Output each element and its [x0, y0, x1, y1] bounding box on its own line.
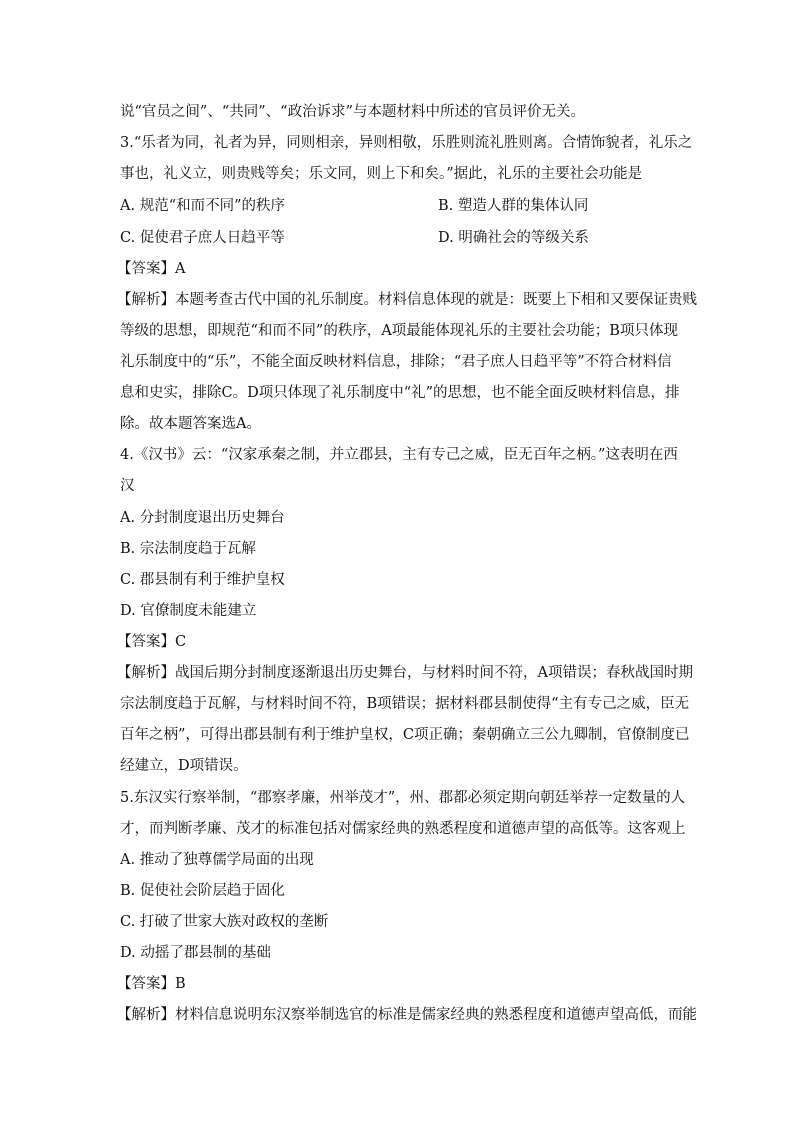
question-4-stem: 4.《汉书》云：“汉家承秦之制，并立郡县，主有专己之威，臣无百年之柄。”这表明在西 — [120, 447, 678, 463]
option-d: D. 官僚制度未能建立 — [120, 603, 257, 619]
option-b: B. 宗法制度趋于瓦解 — [120, 541, 256, 557]
analysis-3: 息和史实，排除C。D项只体现了礼乐制度中“礼”的思想，也不能全面反映材料信息，排 — [120, 385, 680, 401]
question-3-stem: 3.“乐者为同，礼者为异，同则相亲，异则相敬，乐胜则流礼胜则离。合情饰貌者，礼乐之 — [120, 135, 693, 151]
option-d: D. 动摇了郡县制的基础 — [120, 945, 271, 961]
question-3-stem: 事也，礼义立，则贵贱等矣；乐文同，则上下和矣。”据此，礼乐的主要社会功能是 — [120, 166, 643, 182]
analysis-4: 【解析】战国后期分封制度逐渐退出历史舞台，与材料时间不符，A项错误；春秋战国时期 — [117, 665, 693, 681]
option-c: C. 打破了世家大族对政权的垄断 — [120, 914, 329, 930]
question-4-stem: 汉 — [120, 478, 135, 494]
analysis-3: 【解析】本题考查古代中国的礼乐制度。材料信息体现的就是：既要上下相和又要保证贵贱 — [117, 292, 697, 308]
analysis-3: 等级的思想，即规范“和而不同”的秩序，A项最能体现礼乐的主要社会功能；B项只体现 — [120, 323, 678, 339]
answer-5: 【答案】B — [117, 976, 186, 992]
option-a: A. 规范“和而不同”的秩序 — [120, 198, 286, 214]
analysis-3: 除。故本题答案选A。 — [120, 416, 261, 432]
option-b: B. 塑造人群的集体认同 — [438, 198, 589, 214]
question-5-stem: 才，而判断孝廉、茂才的标准包括对儒家经典的熟悉程度和道德声望的高低等。这客观上 — [120, 821, 686, 837]
question-5-stem: 5.东汉实行察举制，“郡察孝廉，州举茂才”，州、郡都必须定期向朝廷举荐一定数量的人 — [120, 790, 686, 806]
option-d: D. 明确社会的等级关系 — [438, 230, 589, 246]
analysis-4: 百年之柄”，可得出郡县制有利于维护皇权，C项正确；秦朝确立三公九卿制，官僚制度已 — [120, 727, 690, 743]
text-line: 说“官员之间”、“共同”、“政治诉求”与本题材料中所述的官员评价无关。 — [120, 104, 585, 120]
option-b: B. 促使社会阶层趋于固化 — [120, 883, 285, 899]
option-c: C. 促使君子庶人日趋平等 — [120, 230, 285, 246]
analysis-4: 宗法制度趋于瓦解，与材料时间不符，B项错误；据材料郡县制使得“主有专己之威，臣无 — [120, 696, 690, 712]
answer-4: 【答案】C — [117, 634, 187, 650]
option-c: C. 郡县制有利于维护皇权 — [120, 572, 285, 588]
analysis-5: 【解析】材料信息说明东汉察举制选官的标准是儒家经典的熟悉程度和道德声望高低，而能 — [117, 1007, 697, 1023]
analysis-4: 经建立，D项错误。 — [120, 758, 248, 774]
option-a: A. 推动了独尊儒学局面的出现 — [120, 852, 314, 868]
analysis-3: 礼乐制度中的“乐”，不能全面反映材料信息，排除；“君子庶人日趋平等”不符合材料信 — [120, 354, 672, 370]
option-a: A. 分封制度退出历史舞台 — [120, 510, 285, 526]
answer-3: 【答案】A — [117, 261, 186, 277]
